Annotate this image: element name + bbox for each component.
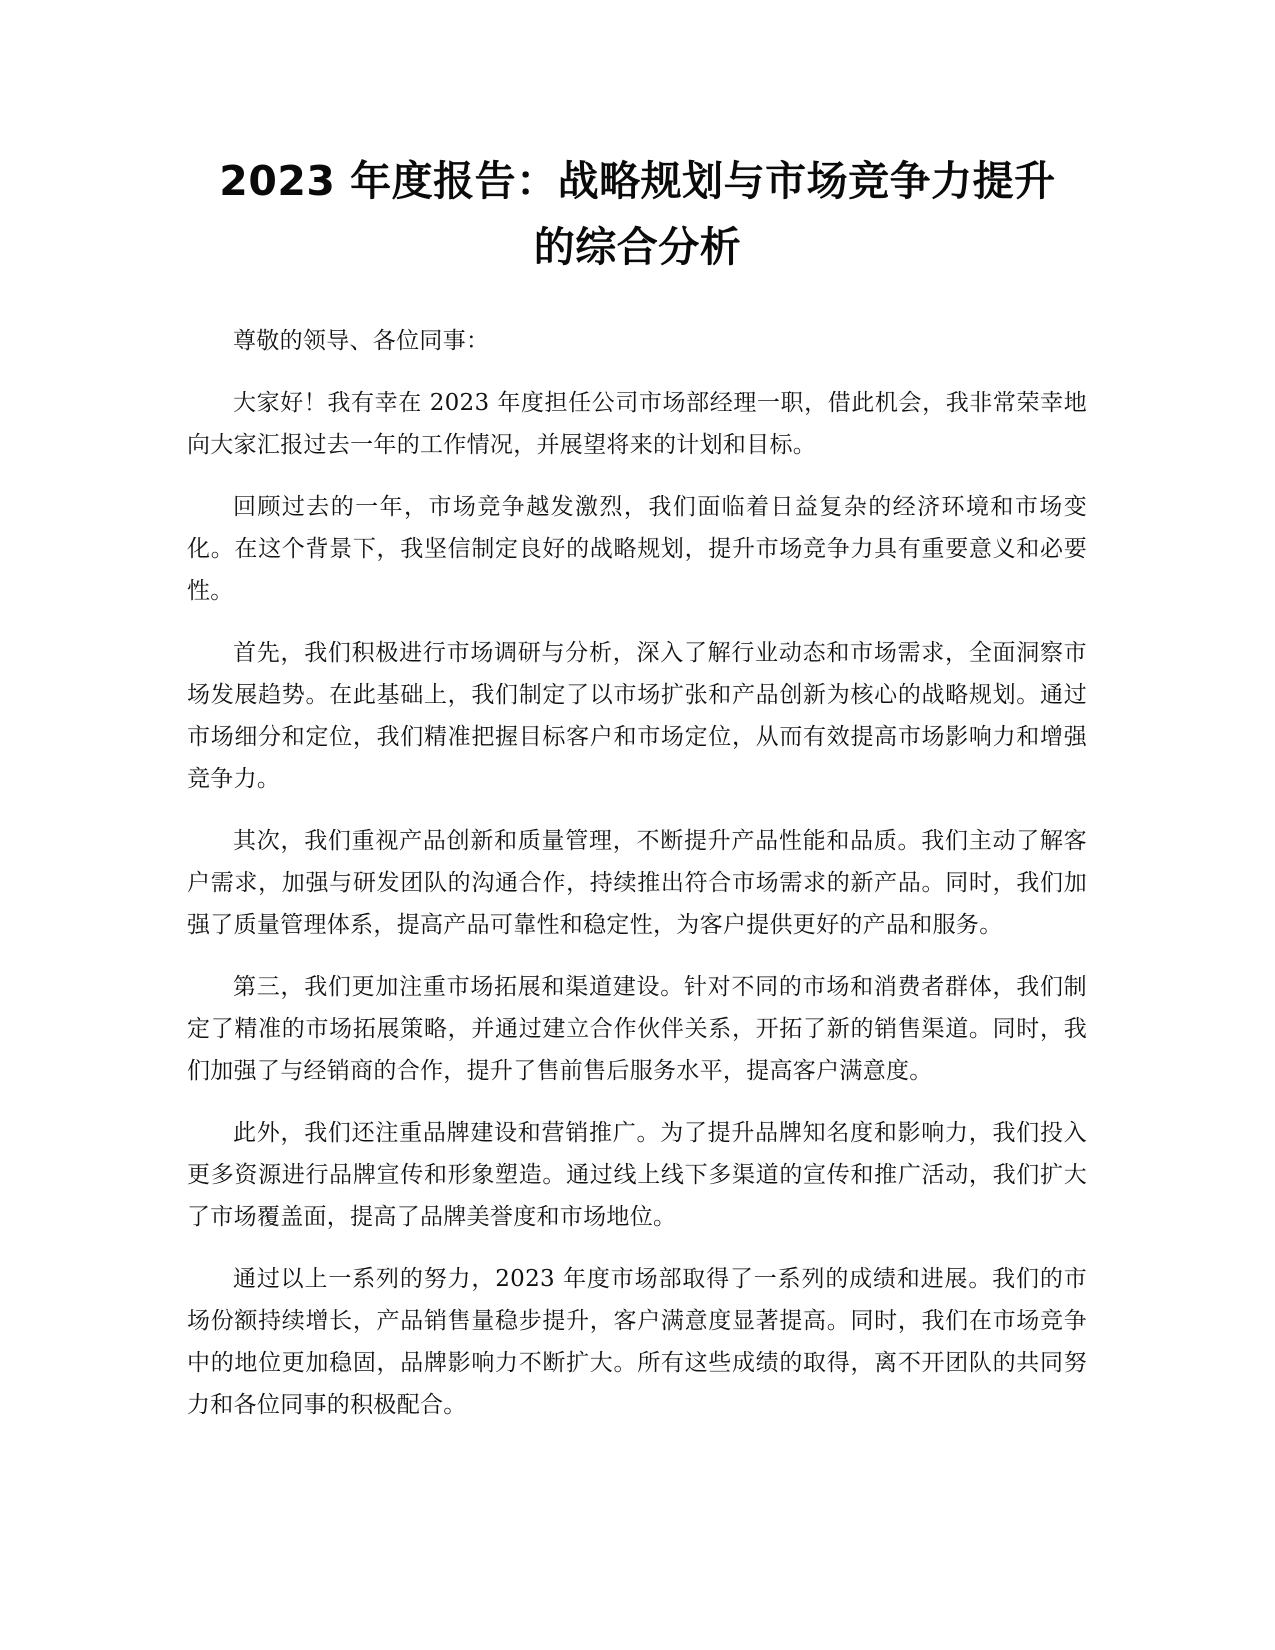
second-point-paragraph: 其次，我们重视产品创新和质量管理，不断提升产品性能和品质。我们主动了解客户需求，加强与研发团队的沟通合作，持续推出符合市场需求的新产品。同时，我们加强了质量管理体系，提高产品可靠性和稳定性，为客户提供更好的产品和服务。 xyxy=(187,828,1087,938)
review-paragraph: 回顾过去的一年，市场竞争越发激烈，我们面临着日益复杂的经济环境和市场变化。在这个背景下，我坚信制定良好的战略规划，提升市场竞争力具有重要意义和必要性。 xyxy=(187,494,1087,604)
document-title-line-2: 的综合分析 xyxy=(533,223,742,271)
branding-paragraph: 此外，我们还注重品牌建设和营销推广。为了提升品牌知名度和影响力，我们投入更多资源进行品牌宣传和形象塑造。通过线上线下多渠道的宣传和推广活动，我们扩大了市场覆盖面，提高了品牌美誉度和市场地位。 xyxy=(187,1120,1087,1230)
greeting-paragraph: 大家好！我有幸在 2023 年度担任公司市场部经理一职，借此机会，我非常荣幸地向大家汇报过去一年的工作情况，并展望将来的计划和目标。 xyxy=(187,390,1087,458)
document-title xyxy=(150,148,1125,280)
salutation-paragraph: 尊敬的领导、各位同事： xyxy=(233,328,490,354)
results-paragraph: 通过以上一系列的努力，2023 年度市场部取得了一系列的成绩和进展。我们的市场份额持续增长，产品销售量稳步提升，客户满意度显著提高。同时，我们在市场竞争中的地位更加稳固，品牌影响力不断扩大。所有这些成绩的取得，离不开团队的共同努力和各位同事的积极配合。 xyxy=(187,1266,1087,1418)
third-point-paragraph: 第三，我们更加注重市场拓展和渠道建设。针对不同的市场和消费者群体，我们制定了精准的市场拓展策略，并通过建立合作伙伴关系，开拓了新的销售渠道。同时，我们加强了与经销商的合作，提升了售前售后服务水平，提高客户满意度。 xyxy=(187,974,1087,1084)
first-point-paragraph: 首先，我们积极进行市场调研与分析，深入了解行业动态和市场需求，全面洞察市场发展趋势。在此基础上，我们制定了以市场扩张和产品创新为核心的战略规划。通过市场细分和定位，我们精准把握目标客户和市场定位，从而有效提高市场影响力和增强竞争力。 xyxy=(187,640,1087,792)
document-body xyxy=(187,320,1087,1426)
document-title-line-1: 2023 年度报告：战略规划与市场竞争力提升 xyxy=(219,157,1056,205)
